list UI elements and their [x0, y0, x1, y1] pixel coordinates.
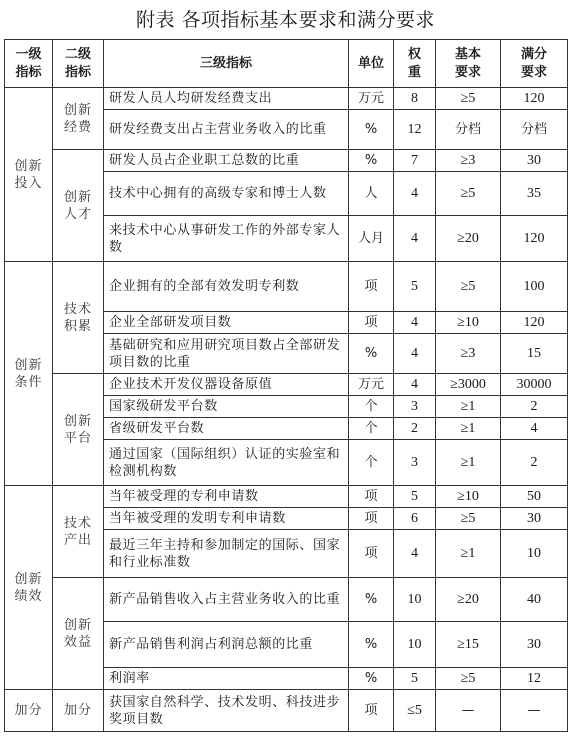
weight-cell: 5: [394, 668, 436, 690]
unit-cell: 项: [349, 508, 394, 530]
header-level1: 一级 指标: [5, 40, 53, 88]
indicator-cell: 新产品销售利润占利润总额的比重: [104, 622, 349, 668]
unit-cell: 项: [349, 312, 394, 334]
basic-cell: ≥5: [436, 668, 501, 690]
unit-cell: %: [349, 578, 394, 622]
full-cell: 2: [501, 396, 568, 418]
unit-cell: %: [349, 150, 394, 172]
indicator-cell: 基础研究和应用研究项目数占全部研发项目数的比重: [104, 334, 349, 374]
indicator-cell: 最近三年主持和参加制定的国际、国家和行业标准数: [104, 530, 349, 578]
indicator-cell: 企业全部研发项目数: [104, 312, 349, 334]
weight-cell: 8: [394, 88, 436, 110]
weight-cell: ≤5: [394, 690, 436, 732]
basic-cell: ≥1: [436, 418, 501, 440]
basic-cell: ≥1: [436, 530, 501, 578]
unit-cell: 人: [349, 172, 394, 216]
unit-cell: 个: [349, 418, 394, 440]
requirements-table: [4, 39, 568, 732]
weight-cell: 2: [394, 418, 436, 440]
basic-cell: ≥3: [436, 150, 501, 172]
basic-cell: ≥1: [436, 440, 501, 486]
unit-cell: 项: [349, 690, 394, 732]
basic-cell: ≥20: [436, 216, 501, 262]
basic-cell: ≥5: [436, 88, 501, 110]
table-row: [5, 150, 568, 172]
full-cell: 30: [501, 150, 568, 172]
weight-cell: 5: [394, 486, 436, 508]
level1-cell: 创新 绩效: [5, 486, 53, 690]
indicator-cell: 利润率: [104, 668, 349, 690]
level2-cell: 创新 效益: [53, 578, 104, 690]
basic-cell: 分档: [436, 110, 501, 150]
full-cell: 40: [501, 578, 568, 622]
full-cell: 12: [501, 668, 568, 690]
unit-cell: %: [349, 668, 394, 690]
weight-cell: 6: [394, 508, 436, 530]
indicator-cell: 技术中心拥有的高级专家和博士人数: [104, 172, 349, 216]
header-basic: 基本 要求: [436, 40, 501, 88]
weight-cell: 12: [394, 110, 436, 150]
level2-cell: 加分: [53, 690, 104, 732]
indicator-cell: 国家级研发平台数: [104, 396, 349, 418]
unit-cell: 万元: [349, 88, 394, 110]
indicator-cell: 研发人员占企业职工总数的比重: [104, 150, 349, 172]
level2-cell: 创新 人才: [53, 150, 104, 262]
unit-cell: 个: [349, 396, 394, 418]
header-level2: 二级 指标: [53, 40, 104, 88]
level2-cell: 技术 产出: [53, 486, 104, 578]
basic-cell: —: [436, 690, 501, 732]
weight-cell: 4: [394, 312, 436, 334]
full-cell: 分档: [501, 110, 568, 150]
level1-cell: 创新 投入: [5, 88, 53, 262]
indicator-cell: 获国家自然科学、技术发明、科技进步奖项目数: [104, 690, 349, 732]
weight-cell: 4: [394, 530, 436, 578]
full-cell: —: [501, 690, 568, 732]
table-row: [5, 486, 568, 508]
level2-cell: 创新 经费: [53, 88, 104, 150]
full-cell: 120: [501, 88, 568, 110]
indicator-cell: 研发经费支出占主营业务收入的比重: [104, 110, 349, 150]
basic-cell: ≥3000: [436, 374, 501, 396]
indicator-cell: 当年被受理的发明专利申请数: [104, 508, 349, 530]
full-cell: 50: [501, 486, 568, 508]
full-cell: 30000: [501, 374, 568, 396]
full-cell: 30: [501, 622, 568, 668]
basic-cell: ≥15: [436, 622, 501, 668]
full-cell: 10: [501, 530, 568, 578]
weight-cell: 4: [394, 172, 436, 216]
header-full: 满分 要求: [501, 40, 568, 88]
basic-cell: ≥5: [436, 262, 501, 312]
full-cell: 120: [501, 312, 568, 334]
unit-cell: 项: [349, 262, 394, 312]
level2-cell: 创新 平台: [53, 374, 104, 486]
table-row: [5, 578, 568, 622]
header-level3: 三级指标: [104, 40, 349, 88]
full-cell: 100: [501, 262, 568, 312]
indicator-cell: 研发人员人均研发经费支出: [104, 88, 349, 110]
basic-cell: ≥10: [436, 486, 501, 508]
indicator-cell: 企业技术开发仪器设备原值: [104, 374, 349, 396]
header-row: [5, 40, 568, 88]
header-unit: 单位: [349, 40, 394, 88]
basic-cell: ≥5: [436, 172, 501, 216]
indicator-cell: 企业拥有的全部有效发明专利数: [104, 262, 349, 312]
weight-cell: 3: [394, 396, 436, 418]
page-title: 附表 各项指标基本要求和满分要求: [135, 9, 436, 31]
indicator-cell: 省级研发平台数: [104, 418, 349, 440]
indicator-cell: 通过国家（国际组织）认证的实验室和检测机构数: [104, 440, 349, 486]
weight-cell: 10: [394, 578, 436, 622]
weight-cell: 10: [394, 622, 436, 668]
weight-cell: 7: [394, 150, 436, 172]
table-row: [5, 690, 568, 732]
indicator-cell: 新产品销售收入占主营业务收入的比重: [104, 578, 349, 622]
table-row: [5, 88, 568, 110]
full-cell: 4: [501, 418, 568, 440]
full-cell: 15: [501, 334, 568, 374]
unit-cell: %: [349, 110, 394, 150]
unit-cell: %: [349, 622, 394, 668]
level1-cell: 创新 条件: [5, 262, 53, 486]
unit-cell: 人月: [349, 216, 394, 262]
level1-cell: 加分: [5, 690, 53, 732]
weight-cell: 4: [394, 374, 436, 396]
unit-cell: %: [349, 334, 394, 374]
basic-cell: ≥20: [436, 578, 501, 622]
basic-cell: ≥1: [436, 396, 501, 418]
weight-cell: 4: [394, 216, 436, 262]
indicator-cell: 来技术中心从事研发工作的外部专家人数: [104, 216, 349, 262]
table-row: [5, 262, 568, 312]
unit-cell: 万元: [349, 374, 394, 396]
basic-cell: ≥5: [436, 508, 501, 530]
header-weight: 权 重: [394, 40, 436, 88]
unit-cell: 个: [349, 440, 394, 486]
indicator-cell: 当年被受理的专利申请数: [104, 486, 349, 508]
weight-cell: 3: [394, 440, 436, 486]
full-cell: 30: [501, 508, 568, 530]
unit-cell: 项: [349, 530, 394, 578]
basic-cell: ≥3: [436, 334, 501, 374]
basic-cell: ≥10: [436, 312, 501, 334]
full-cell: 35: [501, 172, 568, 216]
weight-cell: 5: [394, 262, 436, 312]
weight-cell: 4: [394, 334, 436, 374]
unit-cell: 项: [349, 486, 394, 508]
level2-cell: 技术 积累: [53, 262, 104, 374]
full-cell: 120: [501, 216, 568, 262]
full-cell: 2: [501, 440, 568, 486]
table-row: [5, 374, 568, 396]
